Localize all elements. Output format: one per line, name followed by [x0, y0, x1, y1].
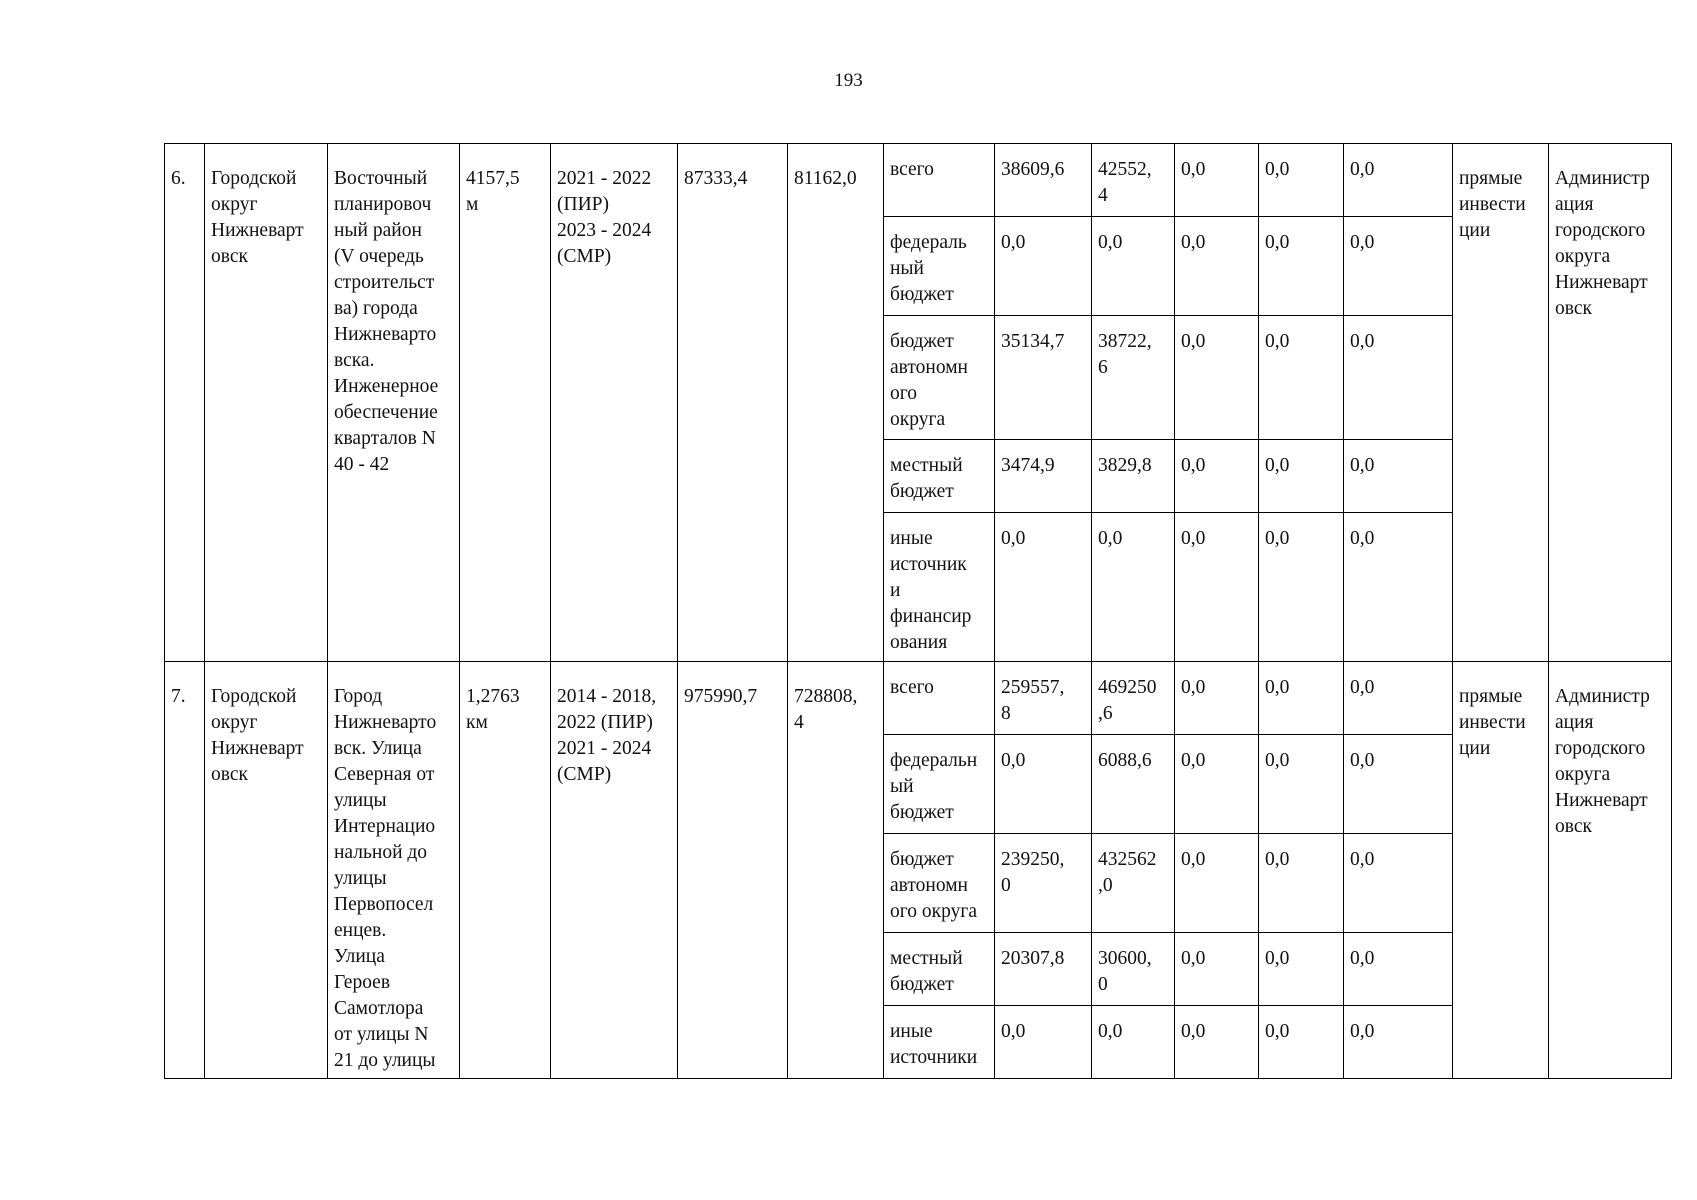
financing-source: всего [884, 144, 995, 217]
amount-cell: 0,0 [995, 735, 1092, 834]
amount-cell: 0,0 [1259, 933, 1344, 1006]
amount-cell: 0,0 [1259, 662, 1344, 735]
amount-cell: 259557, 8 [995, 662, 1092, 735]
mechanism-cell: прямые инвести ции [1453, 144, 1549, 662]
amount-cell: 0,0 [1175, 1006, 1259, 1079]
amount-cell: 0,0 [1175, 513, 1259, 662]
investment-objects-table [164, 143, 1672, 1079]
amount-cell: 35134,7 [995, 316, 1092, 440]
amount-cell: 0,0 [1092, 513, 1175, 662]
amount-cell: 0,0 [1092, 1006, 1175, 1079]
financing-source: бюджет автономн ого округа [884, 834, 995, 933]
amount-cell: 6088,6 [1092, 735, 1175, 834]
period-cell: 2014 - 2018, 2022 (ПИР) 2021 - 2024 (СМР) [551, 662, 678, 1079]
amount-cell: 0,0 [1259, 144, 1344, 217]
amount-cell: 42552, 4 [1092, 144, 1175, 217]
row-number: 7. [165, 662, 205, 1079]
estimate-cost-cell: 87333,4 [678, 144, 788, 662]
table-row [165, 144, 1672, 217]
amount-cell: 469250 ,6 [1092, 662, 1175, 735]
amount-cell: 0,0 [1259, 440, 1344, 513]
amount-cell: 0,0 [1175, 735, 1259, 834]
amount-cell: 0,0 [1344, 440, 1453, 513]
row-number: 6. [165, 144, 205, 662]
amount-cell: 0,0 [1259, 513, 1344, 662]
amount-cell: 0,0 [1259, 735, 1344, 834]
amount-cell: 38609,6 [995, 144, 1092, 217]
amount-cell: 0,0 [1344, 1006, 1453, 1079]
capacity-cell: 1,2763 км [460, 662, 551, 1079]
amount-cell: 0,0 [1175, 217, 1259, 316]
amount-cell: 0,0 [1344, 316, 1453, 440]
amount-cell: 0,0 [1259, 1006, 1344, 1079]
mechanism-cell: прямые инвести ции [1453, 662, 1549, 1079]
financing-source: федераль ный бюджет [884, 217, 995, 316]
table-row [165, 662, 1672, 735]
remaining-cost-cell: 81162,0 [788, 144, 884, 662]
financing-source: местный бюджет [884, 440, 995, 513]
customer-cell: Администр ация городского округа Нижневарт овск [1549, 662, 1672, 1079]
object-name-cell: Город Нижневарто вск. Улица Северная от улицы Интернацио нальной до улицы Первопосел енцев. Улица Героев Самотлора от улицы N 21 до улицы [328, 662, 460, 1079]
amount-cell: 3829,8 [1092, 440, 1175, 513]
amount-cell: 20307,8 [995, 933, 1092, 1006]
customer-cell: Администр ация городского округа Нижневарт овск [1549, 144, 1672, 662]
amount-cell: 0,0 [1175, 834, 1259, 933]
amount-cell: 0,0 [1175, 440, 1259, 513]
amount-cell: 30600, 0 [1092, 933, 1175, 1006]
amount-cell: 0,0 [1344, 933, 1453, 1006]
period-cell: 2021 - 2022 (ПИР) 2023 - 2024 (СМР) [551, 144, 678, 662]
amount-cell: 0,0 [1092, 217, 1175, 316]
financing-source: всего [884, 662, 995, 735]
financing-source: бюджет автономн ого округа [884, 316, 995, 440]
amount-cell: 0,0 [1175, 144, 1259, 217]
amount-cell: 0,0 [1175, 933, 1259, 1006]
amount-cell: 0,0 [1344, 735, 1453, 834]
financing-source: иные источники [884, 1006, 995, 1079]
remaining-cost-cell: 728808, 4 [788, 662, 884, 1079]
amount-cell: 38722, 6 [1092, 316, 1175, 440]
amount-cell: 0,0 [1175, 662, 1259, 735]
amount-cell: 0,0 [1259, 834, 1344, 933]
amount-cell: 0,0 [1175, 316, 1259, 440]
amount-cell: 0,0 [1344, 144, 1453, 217]
capacity-cell: 4157,5 м [460, 144, 551, 662]
amount-cell: 0,0 [1344, 513, 1453, 662]
page-number: 193 [834, 70, 863, 91]
estimate-cost-cell: 975990,7 [678, 662, 788, 1079]
amount-cell: 432562 ,0 [1092, 834, 1175, 933]
financing-source: иные источник и финансир ования [884, 513, 995, 662]
object-name-cell: Восточный планировоч ный район (V очередь строительст ва) города Нижневарто вска. Инженерное обеспечение кварталов N 40 - 42 [328, 144, 460, 662]
amount-cell: 0,0 [995, 513, 1092, 662]
amount-cell: 3474,9 [995, 440, 1092, 513]
financing-source: федеральн ый бюджет [884, 735, 995, 834]
amount-cell: 0,0 [1259, 217, 1344, 316]
municipality-cell: Городской округ Нижневарт овск [205, 662, 328, 1079]
amount-cell: 0,0 [995, 1006, 1092, 1079]
amount-cell: 0,0 [995, 217, 1092, 316]
financing-source: местный бюджет [884, 933, 995, 1006]
amount-cell: 0,0 [1259, 316, 1344, 440]
amount-cell: 0,0 [1344, 834, 1453, 933]
amount-cell: 239250, 0 [995, 834, 1092, 933]
municipality-cell: Городской округ Нижневарт овск [205, 144, 328, 662]
amount-cell: 0,0 [1344, 217, 1453, 316]
amount-cell: 0,0 [1344, 662, 1453, 735]
